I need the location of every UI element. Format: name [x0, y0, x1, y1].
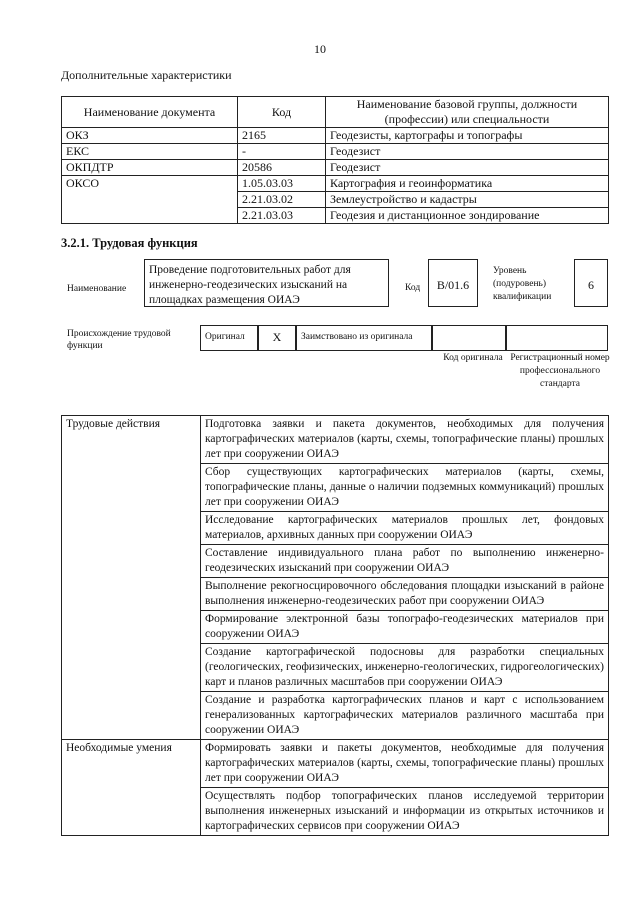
function-name-box: Проведение подготовительных работ для инженерно-геодезических изысканий на площадках размещения ОИАЭ	[144, 259, 389, 307]
action-item: Выполнение рекогносцировочного обследования площадки изысканий в районе выполнения инженерно-геодезических работ при сооружении ОИАЭ	[201, 578, 609, 611]
origin-row	[200, 325, 608, 351]
name-label: Наименование	[67, 284, 127, 294]
column-header: Код	[238, 97, 326, 128]
original-mark: X	[258, 325, 296, 351]
table-row	[62, 740, 609, 788]
reg-number-label: Регистрационный номер профессионального стандарта	[510, 353, 610, 389]
function-heading: 3.2.1. Трудовая функция	[61, 236, 198, 250]
section-title: Дополнительные характеристики	[61, 68, 232, 82]
action-item: Создание картографической подосновы для разработки специальных (геологических, геофизических, инженерно-геологических, гидрогеологических) карт и планов различных масштабов при сооружении ОИАЭ	[201, 644, 609, 692]
doc-cell: ОКЗ	[62, 128, 238, 144]
name-cell: Геодезия и дистанционное зондирование	[326, 208, 609, 224]
code-cell: 2.21.03.02	[238, 192, 326, 208]
characteristics-table	[61, 96, 609, 224]
code-label: Код	[405, 283, 421, 293]
table-row	[62, 144, 609, 160]
function-details-table	[61, 415, 609, 836]
level-box: 6	[574, 259, 608, 307]
borrowed-label: Заимствовано из оригинала	[296, 325, 432, 351]
code-cell: 20586	[238, 160, 326, 176]
skills-category: Необходимые умения	[62, 740, 201, 836]
original-label: Оригинал	[200, 325, 258, 351]
actions-category: Трудовые действия	[62, 416, 201, 740]
table-row	[62, 128, 609, 144]
column-header: Наименование базовой группы, должности (профессии) или специальности	[326, 97, 609, 128]
action-item: Исследование картографических материалов прошлых лет, фондовых материалов, архивных данных при сооружении ОИАЭ	[201, 512, 609, 545]
action-item: Сбор существующих картографических материалов (карты, схемы, топографические планы, данные о наличии подземных коммуникаций) прошлых лет при сооружении ОИАЭ	[201, 464, 609, 512]
code-cell: 2165	[238, 128, 326, 144]
table-header-row	[62, 97, 609, 128]
doc-cell: ОКСО	[62, 176, 238, 224]
table-row	[62, 176, 609, 192]
function-code-box: B/01.6	[428, 259, 478, 307]
action-item: Подготовка заявки и пакета документов, необходимых для получения картографических материалов (карты, схемы, топографические планы) прошлых лет при сооружении ОИАЭ	[201, 416, 609, 464]
doc-cell: ЕКС	[62, 144, 238, 160]
name-cell: Землеустройство и кадастры	[326, 192, 609, 208]
origin-label: Происхождение трудовой функции	[67, 329, 171, 351]
reg-number-cell	[506, 325, 608, 351]
orig-code-label: Код оригинала	[443, 353, 503, 363]
action-item: Составление индивидуального плана работ по выполнению инженерно-геодезических изысканий при сооружении ОИАЭ	[201, 545, 609, 578]
name-cell: Картография и геоинформатика	[326, 176, 609, 192]
name-cell: Геодезист	[326, 160, 609, 176]
level-label: Уровень (подуровень) квалификации	[493, 266, 552, 302]
skill-item: Осуществлять подбор топографических планов исследуемой территории выполнения инженерных изысканий и информации из открытых источников и картографических сервисов при сооружении ОИАЭ	[201, 788, 609, 836]
code-cell: 1.05.03.03	[238, 176, 326, 192]
skill-item: Формировать заявки и пакеты документов, необходимые для получения картографических материалов (карты, схемы, топографические планы) прошлых лет при сооружении ОИАЭ	[201, 740, 609, 788]
code-cell: -	[238, 144, 326, 160]
action-item: Формирование электронной базы топографо-геодезических материалов при сооружении ОИАЭ	[201, 611, 609, 644]
code-cell: 2.21.03.03	[238, 208, 326, 224]
column-header: Наименование документа	[62, 97, 238, 128]
page-number: 10	[314, 42, 326, 56]
name-cell: Геодезист	[326, 144, 609, 160]
table-row	[62, 416, 609, 464]
orig-code-cell	[432, 325, 506, 351]
doc-cell: ОКПДТР	[62, 160, 238, 176]
name-cell: Геодезисты, картографы и топографы	[326, 128, 609, 144]
table-row	[62, 160, 609, 176]
action-item: Создание и разработка картографических планов и карт с использованием генерализованных картографических материалов различного масштаба при сооружении ОИАЭ	[201, 692, 609, 740]
